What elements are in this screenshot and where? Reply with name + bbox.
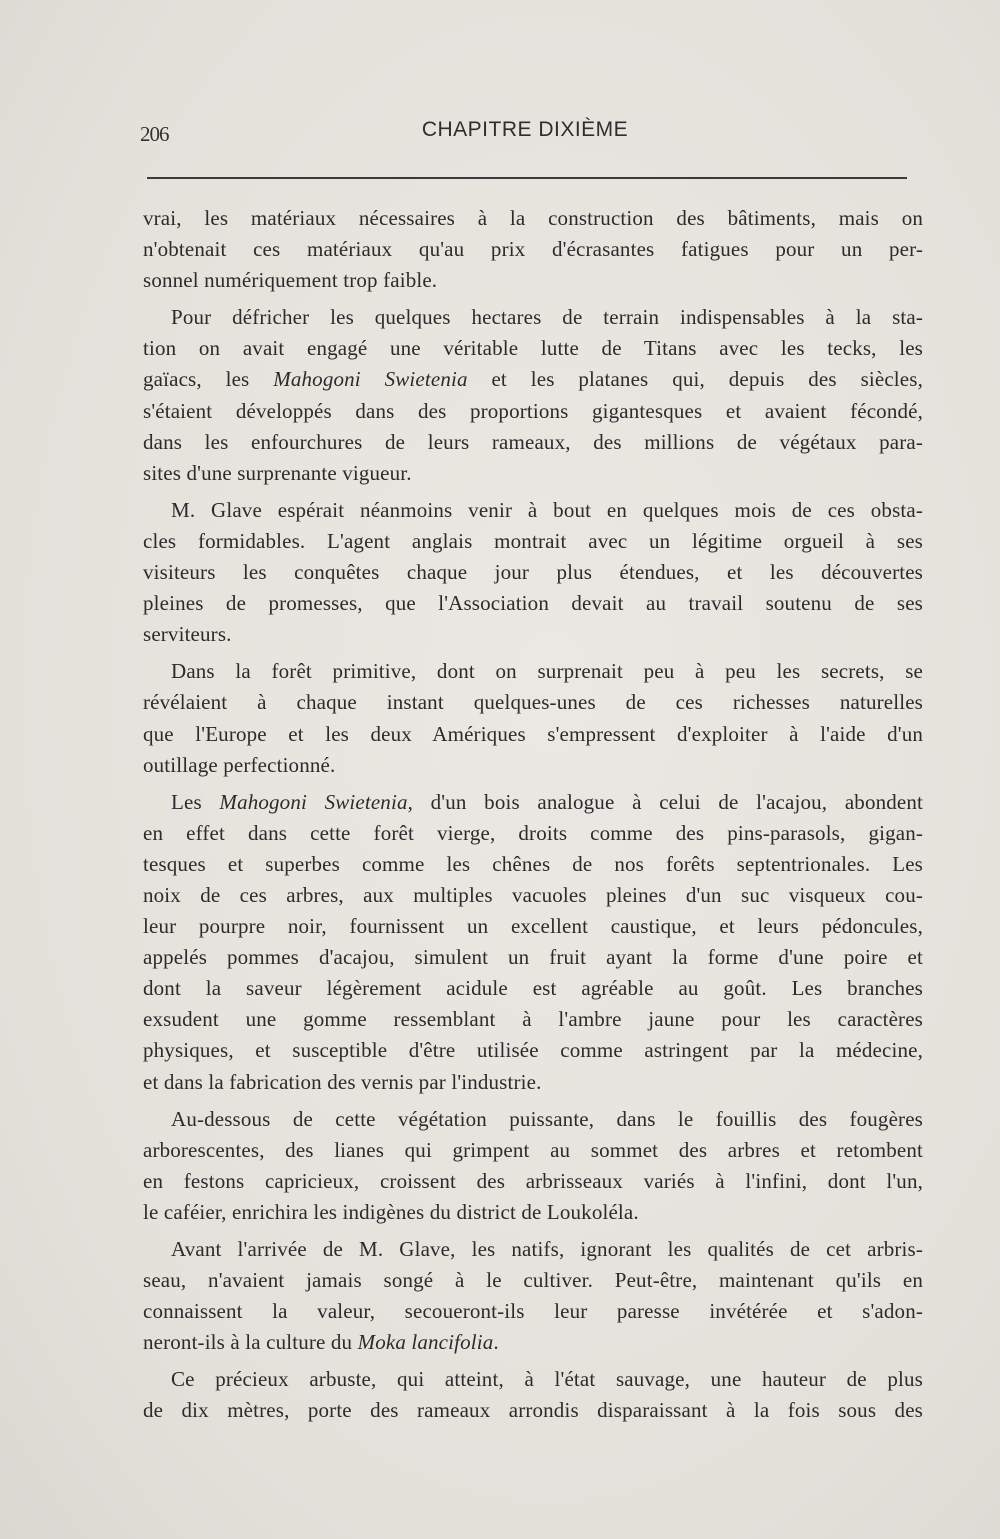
- text-fragment: Les: [171, 789, 220, 814]
- body-text: [143, 203, 923, 1427]
- text-line: leur pourpre noir, fournissent un excellent caustique, et leurs pédoncules,: [143, 914, 923, 939]
- paragraph: [143, 656, 923, 780]
- text-fragment: .: [493, 1330, 499, 1355]
- text-line: arborescentes, des lianes qui grimpent au sommet des arbres et retombent: [143, 1137, 923, 1162]
- text-line: que l'Europe et les deux Amériques s'empressent d'exploiter à l'aide d'un: [143, 721, 923, 746]
- italic-term: Mahogoni Swietenia: [273, 367, 468, 392]
- text-line: physiques, et susceptible d'être utilisée comme astringent par la médecine,: [143, 1038, 923, 1063]
- text-line: cles formidables. L'agent anglais montrait avec un légitime orgueil à ses: [143, 528, 923, 553]
- text-line: dont la saveur légèrement acidule est agréable au goût. Les branches: [143, 976, 923, 1001]
- text-line: tion on avait engagé une véritable lutte de Titans avec les tecks, les: [143, 336, 923, 361]
- text-line: visiteurs les conquêtes chaque jour plus étendues, et les découvertes: [143, 560, 923, 585]
- text-line: et dans la fabrication des vernis par l'industrie.: [143, 1069, 542, 1094]
- text-line: dans les enfourchures de leurs rameaux, des millions de végétaux para-: [143, 429, 923, 454]
- text-line: s'étaient développés dans des proportions gigantesques et avaient fécondé,: [143, 398, 923, 423]
- text-line: en effet dans cette forêt vierge, droits comme des pins-parasols, gigan-: [143, 820, 923, 845]
- text-line: en festons capricieux, croissent des arbrisseaux variés à l'infini, dont l'un,: [143, 1168, 923, 1193]
- text-line: exsudent une gomme ressemblant à l'ambre jaune pour les caractères: [143, 1007, 923, 1032]
- text-fragment: et les platanes qui, depuis des siècles,: [467, 367, 923, 392]
- text-line: Au-dessous de cette végétation puissante, dans le fouillis des fougères: [171, 1106, 923, 1131]
- text-line: vrai, les matériaux nécessaires à la construction des bâtiments, mais on: [143, 206, 923, 230]
- page-number: 206: [140, 122, 169, 146]
- page-header: [140, 118, 910, 148]
- italic-term: Moka lancifolia: [357, 1330, 494, 1355]
- text-line: outillage perfectionné.: [143, 752, 336, 777]
- text-line: [143, 364, 923, 395]
- text-line: pleines de promesses, que l'Association devait au travail soutenu de ses: [143, 591, 923, 616]
- text-line: Pour défricher les quelques hectares de terrain indispensables à la sta-: [171, 305, 923, 330]
- text-line: sonnel numériquement trop faible.: [143, 268, 438, 293]
- text-line: serviteurs.: [143, 622, 232, 647]
- paragraph: [143, 495, 923, 650]
- paragraph: [143, 302, 923, 489]
- text-line: Dans la forêt primitive, dont on surprenait peu à peu les secrets, se: [171, 659, 923, 684]
- text-line: tesques et superbes comme les chênes de nos forêts septentrionales. Les: [143, 851, 923, 876]
- text-line: n'obtenait ces matériaux qu'au prix d'écrasantes fatigues pour un per-: [143, 237, 923, 262]
- text-line: Ce précieux arbuste, qui atteint, à l'état sauvage, une hauteur de plus: [171, 1367, 923, 1392]
- text-line: [143, 1327, 923, 1358]
- text-line: de dix mètres, porte des rameaux arrondis disparaissant à la fois sous des: [143, 1398, 923, 1423]
- text-line: sites d'une surprenante vigueur.: [143, 460, 412, 485]
- text-line: Avant l'arrivée de M. Glave, les natifs, ignorant les qualités de cet arbris-: [171, 1237, 923, 1261]
- text-line: M. Glave espérait néanmoins venir à bout en quelques mois de ces obsta-: [171, 497, 923, 522]
- header-rule: [147, 177, 907, 179]
- paragraph: [143, 787, 923, 1098]
- text-fragment: , d'un bois analogue à celui de l'acajou, abondent: [407, 789, 924, 814]
- paragraph: [143, 1234, 923, 1358]
- text-line: noix de ces arbres, aux multiples vacuoles pleines d'un suc visqueux cou-: [143, 882, 923, 907]
- text-line: le caféier, enrichira les indigènes du district de Loukoléla.: [143, 1199, 639, 1224]
- text-line: révélaient à chaque instant quelques-unes de ces richesses naturelles: [143, 690, 923, 715]
- paragraph: [143, 203, 923, 296]
- paragraph: [143, 1364, 923, 1426]
- text-line: seau, n'avaient jamais songé à le cultiver. Peut-être, maintenant qu'ils en: [143, 1268, 923, 1293]
- italic-term: Mahogoni Swietenia: [219, 789, 408, 814]
- text-line: connaissent la valeur, secoueront-ils leur paresse invétérée et s'adon-: [143, 1299, 923, 1324]
- text-fragment: gaïacs, les: [143, 367, 274, 392]
- paragraph: [143, 1104, 923, 1228]
- running-title: CHAPITRE DIXIÈME: [421, 118, 629, 141]
- text-line: [143, 787, 923, 818]
- text-fragment: neront-ils à la culture du: [143, 1330, 358, 1355]
- text-line: appelés pommes d'acajou, simulent un fruit ayant la forme d'une poire et: [143, 945, 923, 970]
